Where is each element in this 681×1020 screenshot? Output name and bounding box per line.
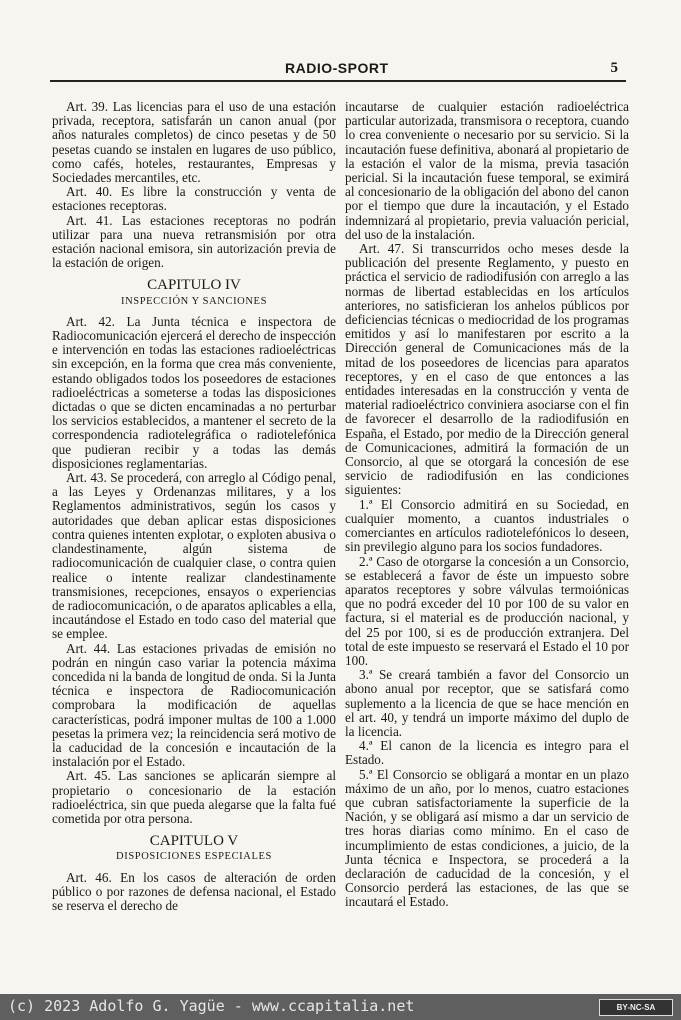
header-rule	[50, 80, 626, 82]
condition-1: 1.ª El Consorcio admitirá en su Sociedad, en cualquier momento, a cuantos industriales o comerciantes en artículos radiotelefónicos lo deseen, sin previlegio alguno para los socios fundadores.	[345, 496, 629, 555]
article-41: Art. 41. Las estaciones receptoras no podrán utilizar para una nueva retransmisión por otra estación nacional emisora, sin autorización previa de la estación de origen.	[52, 212, 336, 271]
article-46-continued: incautarse de cualquier estación radioeléctrica particular autorizada, transmisora o receptora, cuando lo crea conveniente o necesario por su servicio. Si la incautación fuese definitiva, abonará al propietario de la estación el valor de la misma, previa tasación pericial. Si la incautación fuese temporal, se eximirá al concesionario de la obligación del abono del canon por el tiempo que dure la incautación, y el Estado indemnizará al propietario, previa valuación pericial, del uso de la instalación.	[345, 99, 629, 242]
condition-5: 5.ª El Consorcio se obligará a montar en un plazo máximo de un año, por lo menos, cuatro estaciones que cubran satisfactoriamente la superficie de la Nación, y se obligará así mismo a dar un servicio de tres horas diarias como mínimo. En el caso de incumplimiento de estas condiciones, a juicio, de la Junta técnica e Inspectora, se procederá a la declaración de caducidad de la concesión, y el Consorcio perderá las estaciones, de las que se incautará el Estado.	[345, 766, 629, 910]
article-39: Art. 39. Las licencias para el uso de una estación privada, receptora, satisfarán un canon anual (por años naturales completos) de cinco pesetas y de 50 pesetas cuando se instalen en lugares de uso público, como cafés, hoteles, restaurantes, Empresas y Sociedades mercantiles, etc.	[52, 99, 336, 186]
article-43: Art. 43. Se procederá, con arreglo al Código penal, a las Leyes y Ordenanzas militares, y a los Reglamentos administrativos, según los casos y autoridades que deban aplicar estas disposiciones contra quienes intenten explotar, o exploten abusiva o clandestinamente, algún sistema de radiocomunicación de cualquier clase, o contra quien realice o intente realizar clandestinamente transmisiones, recepciones, ensayos o experiencias de radiocomunicación, o de aparatos aplicables a ella, incautándose el Estado en todo caso del material que se emplee.	[52, 470, 336, 642]
condition-2: 2.ª Caso de otorgarse la concesión a un Consorcio, se establecerá a favor de éste un impuesto sobre aparatos receptores y sobre válvulas termoiónicas que no podrá exceder del 10 por 100 de su valor en factura, si el material es de producción nacional, y del 25 por 100, si es de producción extranjera. Del total de este impuesto se reservará el Estado el 10 por 100.	[345, 553, 629, 668]
chapter-4-subheading: INSPECCIÓN Y SANCIONES	[120, 295, 268, 307]
chapter-5-subheading: DISPOSICIONES ESPECIALES	[116, 851, 272, 863]
left-column	[52, 100, 336, 913]
copyright-footer	[0, 994, 681, 1020]
condition-3: 3.ª Se creará también a favor del Consorcio un abono anual por receptor, que se satisfará como suplemento a la licencia de que se hace mención en el art. 40, y tendrá un importe máximo del duplo de la licencia.	[345, 667, 629, 739]
article-46: Art. 46. En los casos de alteración de orden público o por razones de defensa nacional, el Estado se reserva el derecho de	[52, 869, 336, 913]
page-number: 5	[610, 60, 618, 76]
article-44: Art. 44. Las estaciones privadas de emisión no podrán en ningún caso variar la potencia máxima concedida ni la banda de longitud de onda. Si la Junta técnica e inspectora de Radiocomunicación comprobara la modificación de aquellas características, podrá imponer multas de 100 a 1.000 pesetas la primera vez; la reincidencia será motivo de la caducidad de la concesión e incautación de la instalación por el Estado.	[52, 640, 336, 770]
cc-license-badge: BY-NC-SA	[599, 999, 673, 1016]
journal-title: RADIO-SPORT	[285, 60, 389, 76]
article-42: Art. 42. La Junta técnica e inspectora de Radiocomunicación ejercerá el derecho de inspección e intervención en todas las estaciones radioeléctricas sin excepción, en la forma que crea más conveniente, estando obligados todos los poseedores de estaciones radioeléctricas a someterse a todas las disposiciones dictadas o que se dicten encaminadas a no perturbar los servicios establecidos, a mantener el secreto de la correspondencia radiotelegráfica o radiotelefónica que pudieran recibir y a todas las demás disposiciones reglamentarias.	[52, 313, 336, 471]
page-header	[50, 60, 626, 82]
article-40: Art. 40. Es libre la construcción y venta de estaciones receptoras.	[52, 184, 336, 214]
right-column	[345, 100, 629, 910]
copyright-text: (c) 2023 Adolfo G. Yagüe - www.ccapitalia.net	[8, 997, 415, 1015]
article-47: Art. 47. Si transcurridos ocho meses desde la publicación del presente Reglamento, y puesto en práctica el servicio de radiodifusión con arreglo a las normas de libertad establecidas en los artículos anteriores, no satisficieran los anhelos públicos por deficiencias técnicas o mediocridad de los programas emitidos y así lo manifestaren por escrito a la Dirección general de Comunicaciones más de la mitad de los poseedores de licencias para aparatos receptores, y en el caso de que entonces a las entidades interesadas en la construcción y venta de material radioeléctrico conviniera asociarse con el fin de favorecer el desarrollo de la radiodifusión en España, el Estado, por medio de la Dirección general de Comunicaciones, admitirá la formación de un Consorcio, al que se otorgará la concesión de ese servicio de radiodifusión en las condiciones siguientes:	[345, 241, 629, 498]
chapter-5-heading: CAPITULO V	[149, 833, 239, 850]
article-45: Art. 45. Las sanciones se aplicarán siempre al propietario o concesionario de la estación radioeléctrica, sin que pueda alegarse que la falta fué cometida por otra persona.	[52, 768, 336, 826]
chapter-4-heading: CAPITULO IV	[147, 277, 241, 294]
condition-4: 4.ª El canon de la licencia es integro para el Estado.	[345, 738, 629, 768]
